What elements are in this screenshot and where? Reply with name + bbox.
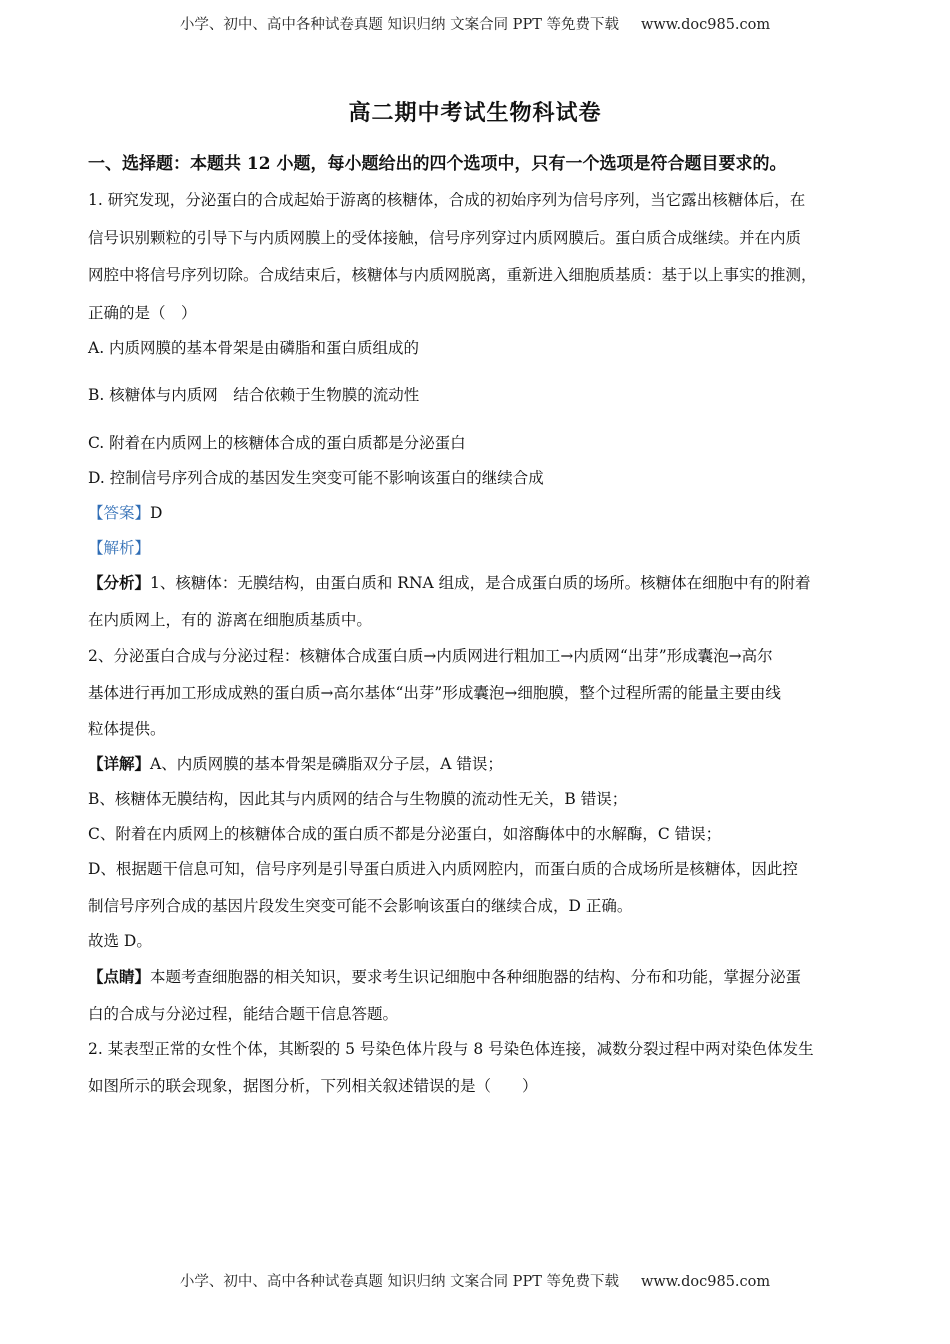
q1-answer xyxy=(88,502,868,524)
page-header xyxy=(0,13,950,34)
q1-fenxi-line: 在内质网上，有的 游离在细胞质基质中。 xyxy=(88,611,372,629)
q1-fenxi-line: 2、分泌蛋白合成与分泌过程：核糖体合成蛋白质→内质网进行粗加工→内质网“出芽”形成囊泡→高尔 xyxy=(88,647,773,665)
q1-xiangjie-line: 制信号序列合成的基因片段发生突变可能不会影响该蛋白的继续合成，D 正确。 xyxy=(88,897,633,915)
q1-option-b: B. 核糖体与内质网 结合依赖于生物膜的流动性 xyxy=(88,386,420,404)
header-site-link[interactable]: www.doc985.com xyxy=(640,17,771,33)
q1-stem-line: 网腔中将信号序列切除。合成结束后，核糖体与内质网脱离，重新进入细胞质基质：基于以上事实的推测， xyxy=(88,266,817,284)
q1-xiangjie-line: D、根据题干信息可知，信号序列是引导蛋白质进入内质网腔内，而蛋白质的合成场所是核糖体，因此控 xyxy=(88,860,798,878)
footer-text: 小学、初中、高中各种试卷真题 知识归纳 文案合同 PPT 等免费下载 xyxy=(179,1274,619,1290)
header-text: 小学、初中、高中各种试卷真题 知识归纳 文案合同 PPT 等免费下载 xyxy=(179,17,619,33)
q1-fenxi-line: 粒体提供。 xyxy=(88,720,166,738)
q1-xiangjie-line: 故选 D。 xyxy=(88,932,152,950)
section-heading: 一、选择题：本题共 12 小题，每小题给出的四个选项中，只有一个选项是符合题目要求的。 xyxy=(88,154,787,174)
footer-site-link[interactable]: www.doc985.com xyxy=(640,1274,771,1290)
page-footer xyxy=(0,1270,950,1291)
q1-fenxi-line xyxy=(88,572,868,594)
xiangjie-tag: 【详解】 xyxy=(88,754,151,773)
q1-xiangjie-line xyxy=(88,753,868,775)
fenxi-text: 1、核糖体：无膜结构，由蛋白质和 RNA 组成，是合成蛋白质的场所。核糖体在细胞中有的附着 xyxy=(150,574,811,592)
q2-stem-line: 2. 某表型正常的女性个体，其断裂的 5 号染色体片段与 8 号染色体连接，减数分裂过程中两对染色体发生 xyxy=(88,1040,814,1058)
q1-dianjing-line xyxy=(88,966,868,988)
q1-stem-line: 信号识别颗粒的引导下与内质网膜上的受体接触，信号序列穿过内质网膜后。蛋白质合成继续。并在内质 xyxy=(88,229,802,247)
q1-dianjing-line: 白的合成与分泌过程，能结合题干信息答题。 xyxy=(88,1005,399,1023)
q1-xiangjie-line: C、附着在内质网上的核糖体合成的蛋白质不都是分泌蛋白，如溶酶体中的水解酶，C 错误； xyxy=(88,825,722,843)
q1-xiangjie-line: B、核糖体无膜结构，因此其与内质网的结合与生物膜的流动性无关，B 错误； xyxy=(88,790,628,808)
q1-analysis-heading xyxy=(88,537,868,559)
exam-title: 高二期中考试生物科试卷 xyxy=(348,100,602,126)
answer-value: D xyxy=(150,504,163,522)
q1-option-c: C. 附着在内质网上的核糖体合成的蛋白质都是分泌蛋白 xyxy=(88,434,466,452)
dianjing-text: 本题考查细胞器的相关知识，要求考生识记细胞中各种细胞器的结构、分布和功能，掌握分泌蛋 xyxy=(150,968,802,986)
analysis-tag: 【解析】 xyxy=(88,539,151,557)
q1-option-a: A. 内质网膜的基本骨架是由磷脂和蛋白质组成的 xyxy=(88,339,420,357)
answer-tag: 【答案】 xyxy=(88,504,151,522)
q2-stem-line: 如图所示的联会现象，据图分析，下列相关叙述错误的是（ ） xyxy=(88,1077,538,1095)
q1-stem-line: 1. 研究发现，分泌蛋白的合成起始于游离的核糖体，合成的初始序列为信号序列，当它露出核糖体后，在 xyxy=(88,191,806,209)
q1-stem-line: 正确的是（ ） xyxy=(88,304,197,322)
xiangjie-text: A、内质网膜的基本骨架是磷脂双分子层，A 错误； xyxy=(150,755,503,773)
q1-fenxi-line: 基体进行再加工形成成熟的蛋白质→高尔基体“出芽”形成囊泡→细胞膜，整个过程所需的能量主要由线 xyxy=(88,684,781,702)
dianjing-tag: 【点睛】 xyxy=(88,967,151,986)
q1-option-d: D. 控制信号序列合成的基因发生突变可能不影响该蛋白的继续合成 xyxy=(88,469,544,487)
fenxi-tag: 【分析】 xyxy=(88,573,151,592)
